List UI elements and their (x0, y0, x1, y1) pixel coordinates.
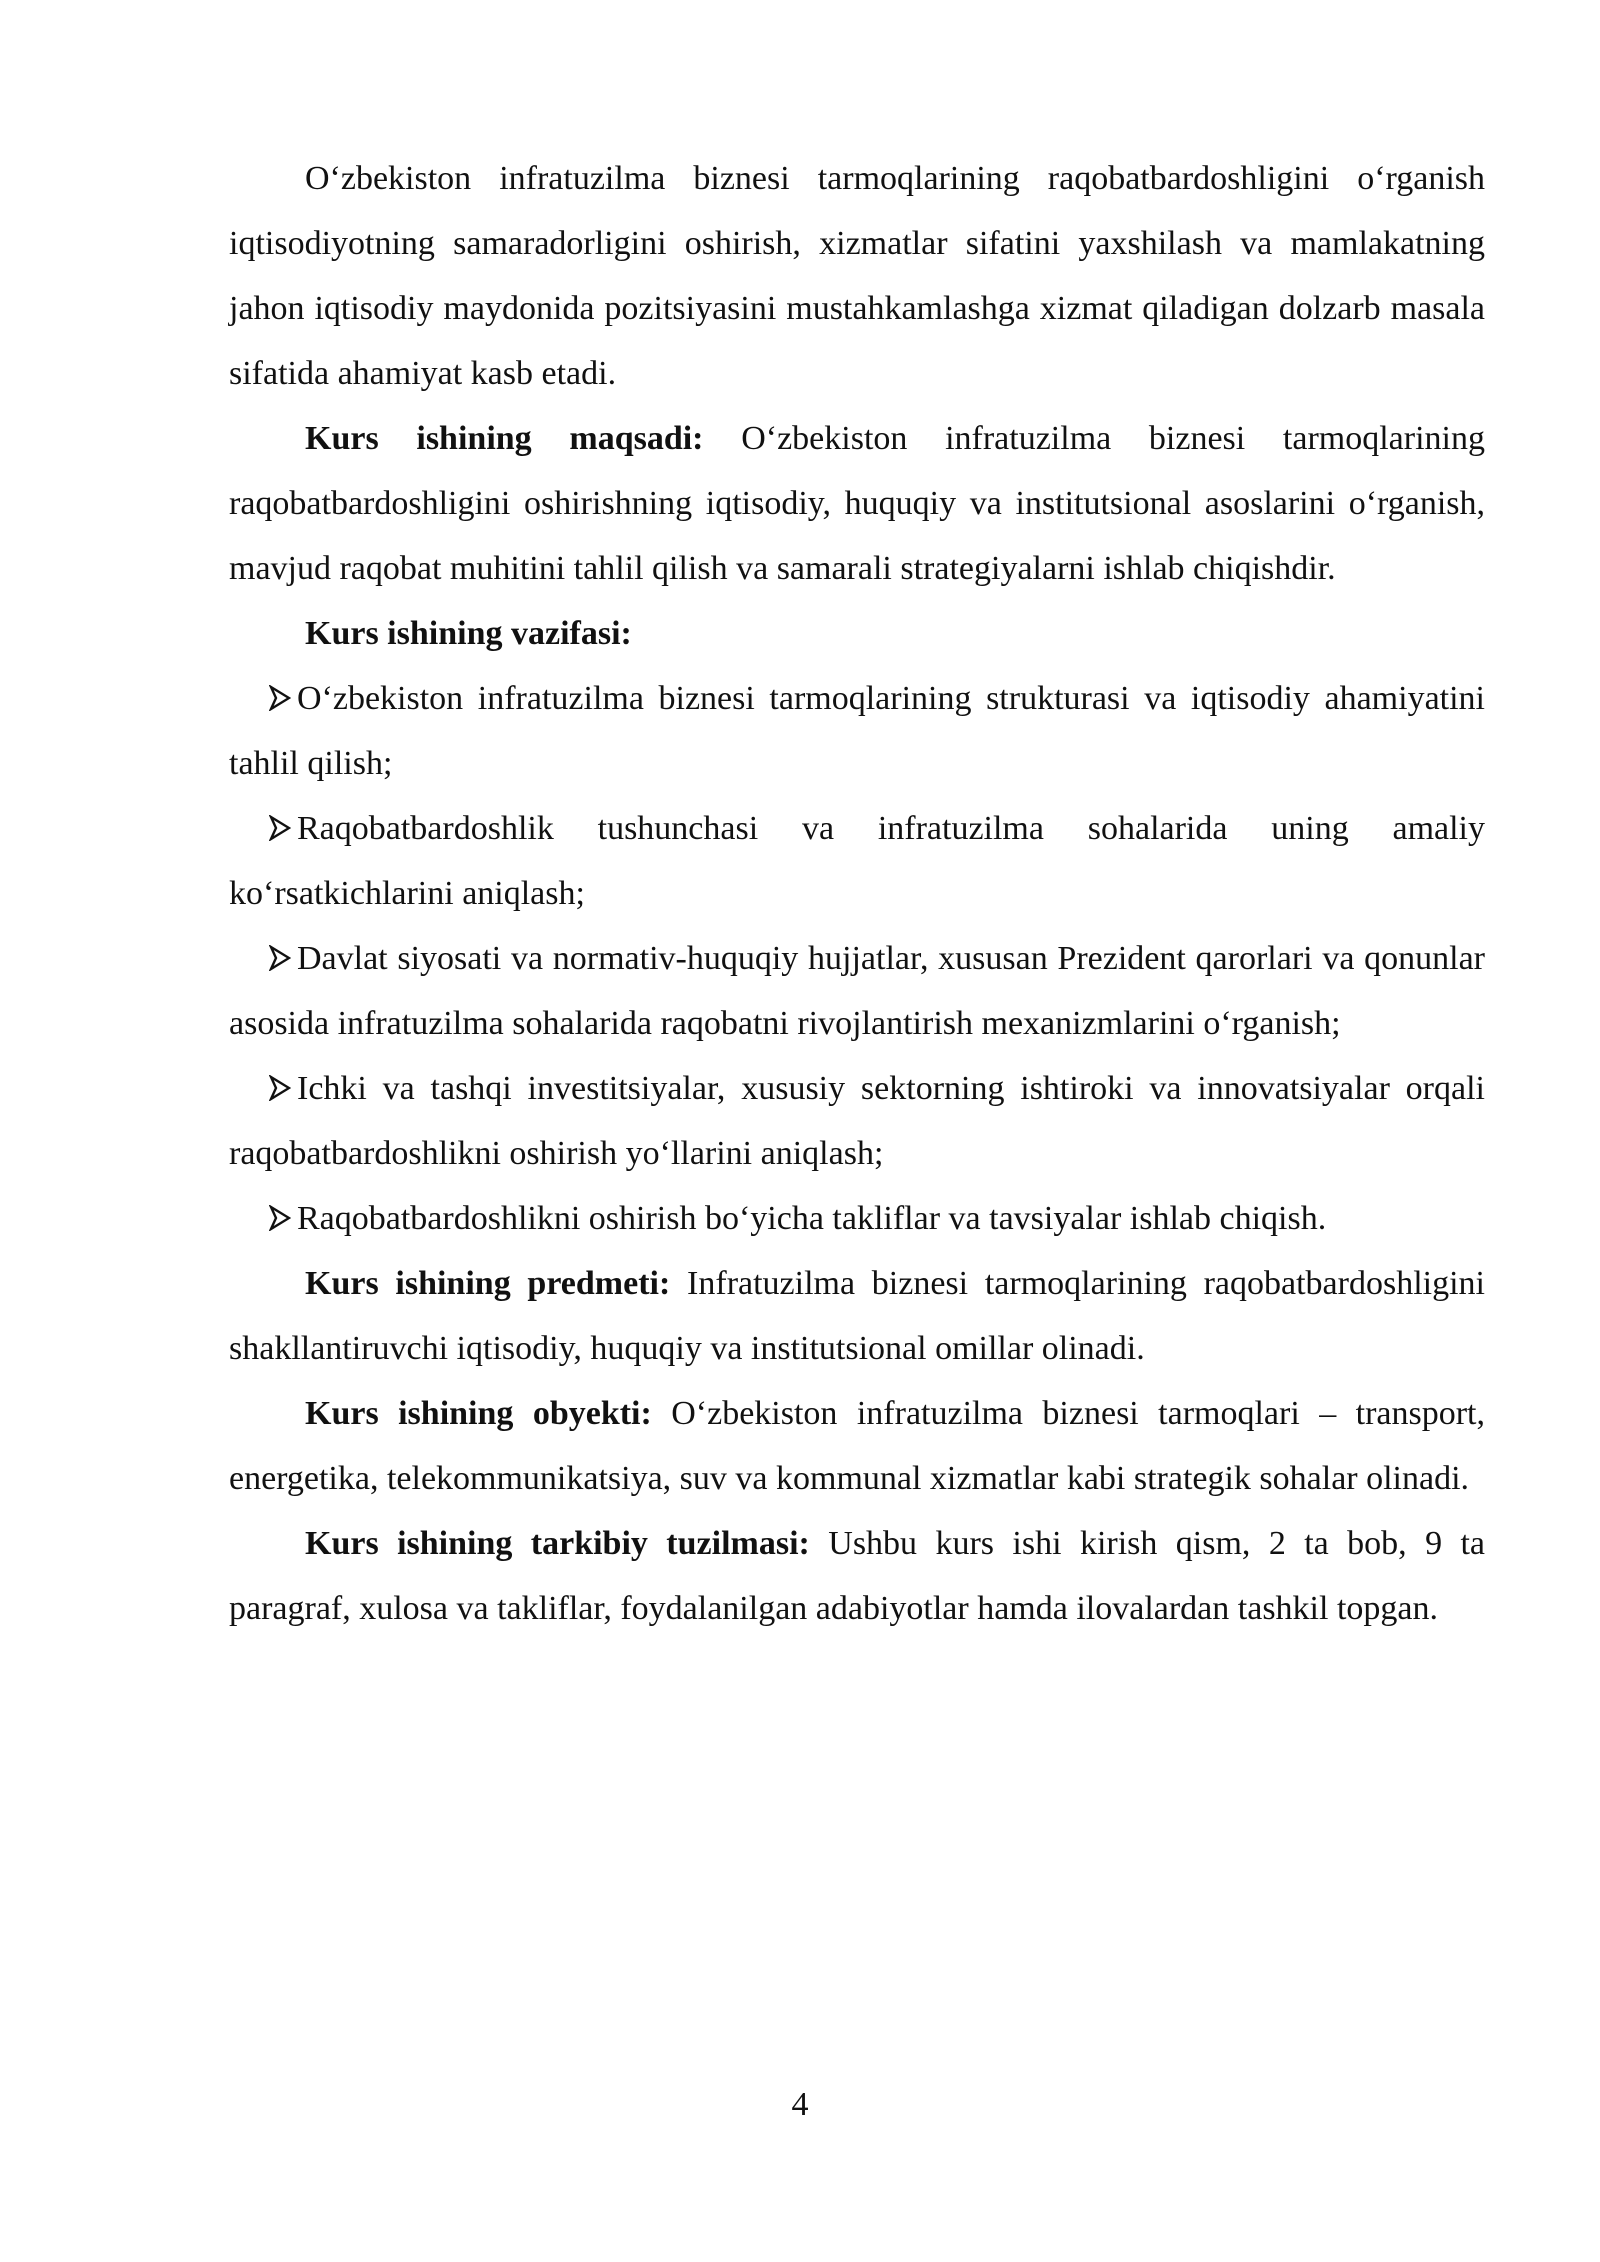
task-text: Raqobatbardoshlik tushunchasi va infratuzilma sohalarida uning amaliy ko‘rsatkichlarini aniqlash; (229, 810, 1485, 912)
object-paragraph (229, 1381, 1485, 1511)
tasks-heading (229, 601, 1485, 666)
task-text: Davlat siyosati va normativ-huquqiy hujjatlar, xususan Prezident qarorlari va qonunlar asosida infratuzilma sohalarida raqobatni rivojlantirish mexanizmlarini o‘rganish; (229, 940, 1485, 1042)
structure-label: Kurs ishining tarkibiy tuzilmasi: (305, 1525, 810, 1562)
task-text: O‘zbekiston infratuzilma biznesi tarmoqlarining strukturasi va iqtisodiy ahamiyatini tahlil qilish; (229, 680, 1485, 782)
document-page (229, 146, 1485, 1641)
list-item (229, 796, 1485, 926)
subject-label: Kurs ishining predmeti: (305, 1265, 671, 1302)
list-item (229, 926, 1485, 1056)
subject-text: Infratuzilma biznesi tarmoqlarining raqobatbardoshligini shakllantiruvchi iqtisodiy, huquqiy va institutsional omillar olinadi. (229, 1265, 1485, 1367)
task-text: Ichki va tashqi investitsiyalar, xususiy sektorning ishtiroki va innovatsiyalar orqali raqobatbardoshlikni oshirish yo‘llarini aniqlash; (229, 1070, 1485, 1172)
intro-paragraph: O‘zbekiston infratuzilma biznesi tarmoqlarining raqobatbardoshligini o‘rganish iqtisodiyotning samaradorligini oshirish, xizmatlar sifatini yaxshilash va mamlakatning jahon iqtisodiy maydonida pozitsiyasini mustahkamlashga xizmat qiladigan dolzarb masala sifatida ahamiyat kasb etadi. (229, 160, 1485, 392)
list-item (229, 666, 1485, 796)
object-text: O‘zbekiston infratuzilma biznesi tarmoqlari – transport, energetika, telekommunikatsiya, suv va kommunal xizmatlar kabi strategik sohalar olinadi. (229, 1395, 1485, 1497)
subject-paragraph (229, 1251, 1485, 1381)
list-item (229, 1056, 1485, 1186)
goal-text: O‘zbekiston infratuzilma biznesi tarmoqlarining raqobatbardoshligini oshirishning iqtisodiy, huquqiy va institutsional asoslarini o‘rganish, mavjud raqobat muhitini tahlil qilish va samarali strategiyalarni ishlab chiqishdir. (229, 420, 1485, 587)
goal-label: Kurs ishining maqsadi: (305, 420, 704, 457)
task-text: Raqobatbardoshlikni oshirish bo‘yicha takliflar va tavsiyalar ishlab chiqish. (297, 1200, 1327, 1237)
structure-paragraph (229, 1511, 1485, 1641)
page-number: 4 (791, 2086, 809, 2123)
list-item (229, 1186, 1485, 1251)
object-label: Kurs ishining obyekti: (305, 1395, 652, 1432)
structure-text: Ushbu kurs ishi kirish qism, 2 ta bob, 9 ta paragraf, xulosa va takliflar, foydalanilgan adabiyotlar hamda ilovalardan tashkil topgan. (229, 1525, 1486, 1627)
tasks-label: Kurs ishining vazifasi: (305, 615, 632, 652)
goal-paragraph (229, 406, 1485, 601)
